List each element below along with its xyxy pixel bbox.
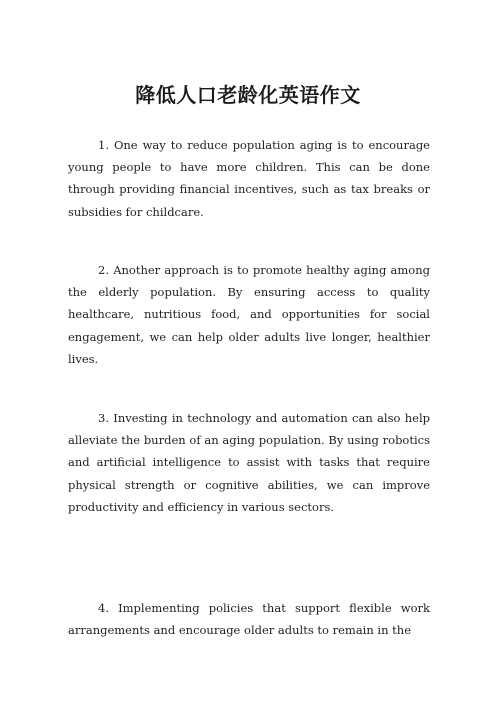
paragraph-3: 3. Investing in technology and automation can also help alleviate the burden of an aging population. By using robotics and artificial intelligence to assist with tasks that require physical strength or cognitive abilities, we can improve productivity and efficiency in various sectors. xyxy=(68,411,430,514)
paragraph-4: 4. Implementing policies that support flexible work arrangements and encourage older adults to remain in the xyxy=(68,601,430,638)
document-title: 降低人口老龄化英语作文 xyxy=(135,83,361,107)
paragraph-2: 2. Another approach is to promote healthy aging among the elderly population. By ensuring access to quality healthcare, nutritious food, and opportunities for social engagement, we can help older adults live longer, healthier lives. xyxy=(68,263,430,366)
paragraph-1: 1. One way to reduce population aging is to encourage young people to have more children. This can be done through providing financial incentives, such as tax breaks or subsidies for childcare. xyxy=(68,138,430,219)
